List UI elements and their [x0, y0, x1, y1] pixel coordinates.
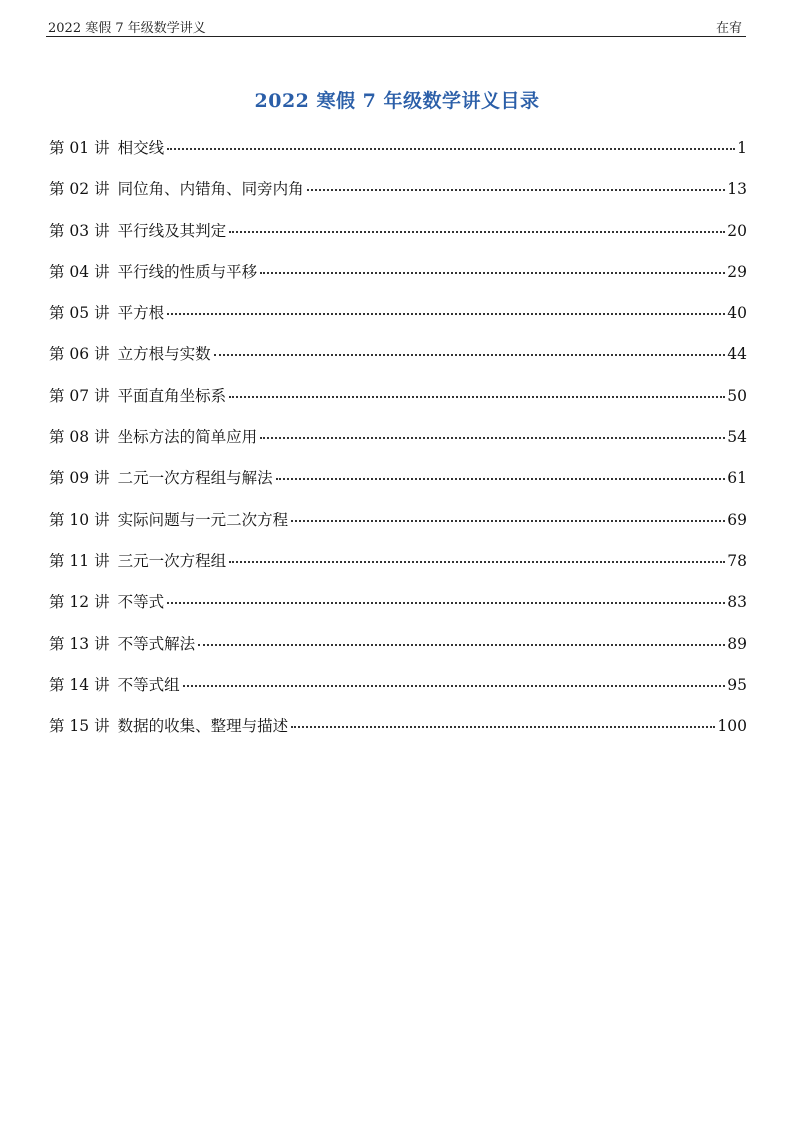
toc-lesson-number: 第 04 讲	[49, 262, 110, 281]
toc-entry[interactable]	[49, 632, 747, 673]
toc-page-number: 100	[717, 717, 747, 736]
toc-lesson-title: 平方根	[117, 304, 165, 323]
toc-lesson-title: 不等式	[117, 593, 165, 612]
toc-lesson-number: 第 05 讲	[49, 304, 110, 323]
toc-page-number: 54	[727, 428, 747, 447]
toc-lesson-number: 第 13 讲	[49, 634, 110, 653]
toc-lesson-number: 第 12 讲	[49, 593, 110, 612]
toc-dot-leader	[229, 230, 725, 233]
toc-lesson-title: 立方根与实数	[117, 345, 211, 364]
toc-lesson-title: 平行线的性质与平移	[117, 262, 258, 281]
toc-entry[interactable]	[49, 342, 747, 383]
toc-lesson-title: 平面直角坐标系	[117, 386, 227, 405]
table-of-contents	[49, 136, 747, 755]
toc-entry[interactable]	[49, 260, 747, 301]
toc-lesson-title: 二元一次方程组与解法	[117, 469, 273, 488]
toc-page-number: 78	[727, 551, 747, 570]
toc-dot-leader	[260, 271, 725, 274]
toc-lesson-number: 第 02 讲	[49, 180, 110, 199]
toc-lesson-title: 不等式解法	[117, 634, 196, 653]
toc-lesson-number: 第 11 讲	[49, 551, 110, 570]
toc-lesson-title: 三元一次方程组	[117, 551, 227, 570]
toc-dot-leader	[307, 188, 726, 191]
toc-page-number: 61	[727, 469, 747, 488]
toc-lesson-number: 第 15 讲	[49, 717, 110, 736]
toc-lesson-number: 第 14 讲	[49, 675, 110, 694]
toc-lesson-title: 相交线	[117, 139, 165, 157]
toc-page-number: 50	[727, 386, 747, 405]
toc-dot-leader	[291, 725, 715, 728]
toc-entry[interactable]	[49, 508, 747, 549]
toc-page-number: 1	[737, 139, 747, 157]
page-header	[46, 14, 746, 37]
toc-lesson-title: 平行线及其判定	[117, 221, 227, 240]
toc-entry[interactable]	[49, 136, 747, 177]
toc-dot-leader	[276, 477, 726, 480]
toc-dot-leader	[291, 519, 725, 522]
toc-lesson-number: 第 01 讲	[49, 139, 110, 157]
toc-dot-leader	[167, 147, 735, 150]
toc-dot-leader	[183, 684, 726, 687]
toc-entry[interactable]	[49, 177, 747, 218]
toc-lesson-title: 实际问题与一元二次方程	[117, 510, 289, 529]
toc-dot-leader	[167, 312, 725, 315]
toc-lesson-number: 第 09 讲	[49, 469, 110, 488]
toc-page-number: 13	[727, 180, 747, 199]
toc-lesson-number: 第 07 讲	[49, 386, 110, 405]
page-title: 2022 寒假 7 年级数学讲义目录	[254, 90, 540, 112]
toc-page-number: 83	[727, 593, 747, 612]
toc-dot-leader	[260, 436, 725, 439]
toc-entry[interactable]	[49, 549, 747, 590]
toc-page-number: 20	[727, 221, 747, 240]
toc-entry[interactable]	[49, 219, 747, 260]
toc-page-number: 29	[727, 262, 747, 281]
toc-lesson-number: 第 06 讲	[49, 345, 110, 364]
header-author: 在宥	[715, 21, 742, 36]
toc-dot-leader	[214, 353, 726, 356]
header-title: 2022 寒假 7 年级数学讲义	[48, 21, 206, 36]
toc-lesson-number: 第 03 讲	[49, 221, 110, 240]
toc-dot-leader	[167, 601, 725, 604]
toc-dot-leader	[229, 395, 725, 398]
toc-page-number: 44	[727, 345, 747, 364]
toc-entry[interactable]	[49, 425, 747, 466]
toc-lesson-title: 坐标方法的简单应用	[117, 428, 258, 447]
toc-lesson-title: 数据的收集、整理与描述	[117, 717, 289, 736]
toc-lesson-number: 第 08 讲	[49, 428, 110, 447]
toc-entry[interactable]	[49, 590, 747, 631]
toc-lesson-title: 同位角、内错角、同旁内角	[117, 180, 304, 199]
toc-entry[interactable]	[49, 301, 747, 342]
toc-dot-leader	[198, 643, 725, 646]
toc-lesson-title: 不等式组	[117, 675, 180, 694]
toc-dot-leader	[229, 560, 725, 563]
toc-entry[interactable]	[49, 673, 747, 714]
toc-entry[interactable]	[49, 714, 747, 755]
toc-entry[interactable]	[49, 384, 747, 425]
toc-page-number: 95	[727, 675, 747, 694]
toc-lesson-number: 第 10 讲	[49, 510, 110, 529]
toc-page-number: 40	[727, 304, 747, 323]
toc-entry[interactable]	[49, 466, 747, 507]
toc-page-number: 69	[727, 510, 747, 529]
toc-page-number: 89	[727, 634, 747, 653]
